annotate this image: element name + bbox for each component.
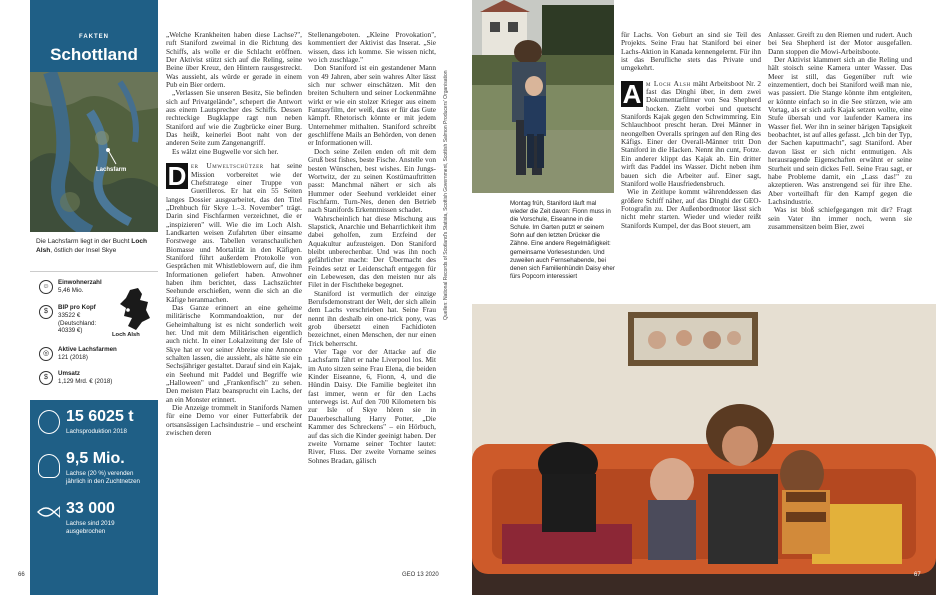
- paragraph: Staniford ist vermutlich der einzige Berufsdemonstrant der Welt, der sich allein dem Lachs verschrieben hat. Seine Frau nennt ihn deshalb ein one-trick pony, was grob übersetzt einen Fachidioten bezeichnet, einen Menschen, der nur einen Trick beherrscht.: [308, 288, 436, 348]
- paragraph: Vier Tage vor der Attacke auf die Lachsfarm fährt er nahe Liverpool los. Mit im Auto sitzen seine Frau Elena, die beiden Kinder Eiseanne, 6, Fionn, 4, und die Hündin Daisy. Die Familie begleitet ihn fast immer, wenn er für den Lachs unterwegs ist. Auf den 700 Kilometern bis zur Isle of Skye hören sie in Dauerbeschallung Harry Potter, „Die Kammer des Schreckens" – ein Hörbuch, auf das sich die Kinder geeinigt haben. Der zweite Vorname seiner Tochter lautet: River, Fluss. Der zweite Vorname seines Sohnes Bradan, gälisch: [308, 347, 436, 465]
- big-stat-text: Lachsproduktion 2018: [66, 428, 127, 435]
- paragraph: „Welche Krankheiten haben diese Lachse?", ruft Staniford zweimal in die Richtung des Schiffs, als wolle er die Schlacht eröffnen. Der Aktivist stützt sich auf die Reling, seine Beine über Kreuz, den Hintern rausgestreckt. Was aussieht, als würde er gerade in einem Pub ein Bier ordern.: [166, 31, 302, 90]
- big-stat-text: Lachse sind 2019 ausgebrochen: [66, 520, 115, 535]
- article-column-2: [308, 31, 436, 575]
- scotland-shape-icon: [118, 288, 152, 330]
- facts-header: [30, 0, 158, 72]
- stat-label: BIP pro Kopf: [58, 304, 96, 311]
- article-column-3: [621, 31, 761, 301]
- big-stats-box: [30, 400, 158, 548]
- big-stat-number: 15 6025 t: [66, 408, 134, 425]
- stat-value: 121 (2018): [58, 354, 88, 361]
- paragraph: für Lachs. Von Geburt an sind sie Teil des Projekts. Seine Frau hat Staniford bei einer Lachs-Aktion in Kanada kennengelernt. Für ihn ist das Berufliche stets das Private und umgekehrt.: [621, 31, 761, 73]
- lead-in: m Loch Alsh: [646, 78, 691, 88]
- page-number-right: 67: [914, 572, 921, 578]
- paragraph: Das Ganze erinnert an eine geheime militärische Kommandoaktion, nur der Geheimhaltung ist es nicht sonderlich weit her. Und mit dem Militärischen eigentlich auch nicht. In einer Lokalzeitung der Isle of Skye hat er vor seiner Abreise eine Annonce schalten lassen, die aussieht, als hätte sie ein Sechsjähriger gestaltet. Darauf sind ein Kajak, ein Seehund mit Paddel und Begriffe wie „Halloween" und „Frankenfisch" zu sehen. Den meisten Platz beansprucht ein Lachs, der an ein Monster erinnert.: [166, 303, 302, 404]
- paragraph: mäht Arbeitsboot Nr. 2 fast das Dinghi über, in dem zwei Dokumentarfilmer von Sea Shepherd hocken. Zieht vorbei und quetscht Stanifords Kajak gegen den Schwimmring. Ein Schlauchboot prescht heran. Drei Männer in neongelben Overalls springen auf den Ring des Käfigs. Einer der Overall-Männer tritt Don Staniford in die Hacken. Nennt ihn cunt, Fotze. Ein anderer klippt das Kajak ab. Ein dritter wirft das Paddel ins Wasser. Dicht neben ihm bauen sich die Arbeiter auf. Einer sagt, Staniford wolle Hausfriedensbruch.: [621, 78, 761, 188]
- paragraph: Wahrscheinlich hat diese Mischung aus Slapstick, Anarchie und Beharrlichkeit ihm dabei geholfen, zum Erzfeind der Aquakultur aufzusteigen. Don Staniford bleibt unberechenbar. Und was ihn noch gefährlicher macht: Der Übermacht des Feindes setzt er Leidenschaft entgegen für ein Lebewesen, das den meisten nur als Filet in der Fischtheke begegnet.: [308, 213, 436, 290]
- escaping-fish-icon: [36, 504, 60, 520]
- photo-image: [472, 0, 614, 193]
- stat-value: 5,46 Mio.: [58, 287, 84, 294]
- big-stat-number: 33 000: [66, 500, 115, 517]
- drop-cap: A: [622, 78, 642, 109]
- net-icon: [38, 454, 60, 478]
- lead-in: er Umweltschützer: [191, 161, 264, 171]
- paragraph: Stellenangeboten. „Kleine Provokation", kommentiert der Aktivist das Inserat. „Sie wissen, dass ich komme. Sie wissen nicht, wo ich zuschlage.": [308, 31, 436, 65]
- paragraph: „Verlassen Sie unseren Besitz, Sie befinden sich auf Privatgelände", schepert die Antwort aus einem Lautsprecher des Schiffs. Dessen rechteckige Bugklappe ragt nun neben Staniford auf wie die Zugbrücke einer Burg. Das heißt, keinerlei Boot naht von der anderen Seite zum Zangenangriff.: [166, 88, 302, 148]
- facts-title: Schottland: [50, 45, 138, 64]
- paragraph: Was ist bloß schiefgegangen mit dir? Fragt sein Vater ihn immer noch, wenn sie zusammensitzen beim Bier, zwei: [768, 205, 912, 231]
- drop-cap: D: [167, 161, 187, 192]
- map-marker-label: Lachsfarm: [96, 167, 127, 173]
- fish-icon: [38, 410, 60, 434]
- facts-label: FAKTEN: [79, 34, 109, 40]
- big-stat-text: Lachse (20 %) verenden jährlich in den Zuchtnetzen: [66, 470, 140, 485]
- map-caption-text-end: , östlich der Insel Skye: [50, 246, 117, 254]
- magazine-issue: GEO 13 2020: [402, 572, 439, 578]
- stat-value: 1,129 Mrd. € (2018): [58, 378, 113, 385]
- photo1-caption: Montag früh, Staniford läuft mal wieder die Zeit davon: Fionn muss in die Vorschule, Eiseanne in die Schule. Im Garten putzt er seinem Sohn auf den letzten Drücker die Zähne. Eine andere Regelmäßigkeit: gemeinsame Vorlesestunden. Und zuweilen auch Fernsehabende, bei denen sich Familienhündin Daisy eher fürs Popcorn interessiert: [510, 200, 615, 280]
- stats-box: [30, 271, 158, 400]
- article-column-1: [166, 31, 302, 575]
- satellite-map: [30, 72, 158, 232]
- people-icon: ☺: [39, 280, 53, 294]
- scotland-marker-label: Loch Alsh: [112, 332, 140, 338]
- stat-label: Aktive Lachsfarmen: [58, 346, 117, 353]
- source-credit: Quellen: National Records of Scotland's Statista, Scottish Government, Scottish Salmon Producers' Organisation: [443, 70, 449, 320]
- paragraph: Die Anzeige trommelt in Stanifords Namen für eine Demo vor einer Futterfabrik der ortsansässigen Lachsindustrie – und erscheint zwischen deren: [166, 403, 302, 438]
- map-caption: [36, 238, 154, 255]
- map-caption-place: Loch Alsh: [36, 238, 148, 254]
- paragraph: Anlasser. Greift zu den Riemen und rudert. Auch bei Sea Shepherd ist der Motor ausgefallen. Dann stoppen die Mowi-Arbeitsboote.: [768, 31, 912, 56]
- paragraph: Don Staniford ist ein gestandener Mann von 49 Jahren, aber sein wahres Alter lässt sich nur schwer einschätzen. Mit den breiten Schultern und seiner Lockenmähne wirkt er wie ein stolzer Krieger aus einem Fantasyfilm, der weiß, dass er für das Gute kämpft. Rhetorisch könnte er mit jedem Unternehmer mithalten. Staniford schreibt geschliffene Mails an Behörden, von denen er Informationen will.: [308, 63, 436, 148]
- paragraph: Wie in Zeitlupe kommt währenddessen das größere Schiff näher, auf das Dinghi der GEO-Fotografin zu. Der Außenbordmotor lässt sich nicht mehr starten. Wieder und wieder reißt Stanifords Kumpel, der das Boot steuert, am: [621, 187, 761, 230]
- paragraph: Doch seine Zeilen enden oft mit dem Gruß best fishes, beste Fische. Anstelle von besten Wünschen, best wishes. Ein Jungs-Wortwitz, der zu seinen Kostümauftritten passt: Manchmal nähert er sich als Hummer oder Seehund verkleidet einer Fischfarm. Turn-Nes, denen den Betrieb nach Stanifords Erkenntnissen schadet.: [308, 146, 436, 215]
- paragraph: hat seine Mission vorbereitet wie der Chefstratege einer Truppe von Guerilleros. Er hat ein 55 Seiten langes Dossier ausgearbeitet, das den Titel „Drehbuch für Skye 1.–3. November" trägt. Darin sind Fischfarmen verzeichnet, die er „inspizieren" will. Wie die im Loch Alsh. Landkarten weisen Zufahrten über einsame Forstwege aus. Tabellen veranschaulichen Biomasse und Mortalität in den Käfigen. Staniford führt außerdem Protokolle von Gesprächen mit Whistleblowern auf, die ihm Informationen geliefert haben. Anwohner haben ihm berichtet, dass Lachszüchter Seehunde erschießen, wenn die sich an die Käfige heranmachen.: [166, 161, 302, 304]
- article-column-4: [768, 31, 912, 301]
- map-image: [30, 72, 158, 232]
- revenue-icon: $: [39, 371, 53, 385]
- photo-garden-toothbrushing: [472, 0, 614, 193]
- sidebar-bottom-strip: [30, 548, 158, 595]
- stat-value: 33522 € (Deutschland: 40339 €): [58, 312, 97, 335]
- stat-label: Umsatz: [58, 370, 81, 377]
- stat-label: Einwohnerzahl: [58, 279, 102, 286]
- euro-icon: $: [39, 305, 53, 319]
- paragraph: Der Aktivist klammert sich an die Reling und hält stoisch seine Kamera unter Wasser. Das Meer ist still, das Gegenüber ruft wie einzementiert, doch bei Staniford weiß man nie, was passiert. Die Stange könnte ihm entgleiten, er könnte einfach so in die See stürzen, wie am Vortag, als er sich aufs Kajak setzen wollte, eine Stufe übersah und vor laufender Kamera ins Wasser fiel. Wer ihn in seiner bärigen Tapsigkeit beobachtet, ist auf alles gefasst. „Ich bin der Typ, der Sachen kaputtmacht", sagt Staniford. Aber davon lässt er sich nicht entmutigen. Als herausragende Eigenschaften erwähnt er seine Sturheit und sein dickes Fell. Seine Frau sagt, er habe Probleme damit, ein „Lass das!" zu akzeptieren. Was anstrengend sei für ihre Ehe. Aber vorteilhaft für den Kampf gegen die Lachsindustrie.: [768, 55, 912, 206]
- paragraph: Es wälzt eine Bugwelle vor sich her.: [172, 146, 279, 156]
- map-caption-text: Die Lachsfarm liegt in der Bucht: [36, 238, 132, 245]
- fish-farm-icon: ◎: [39, 347, 53, 361]
- photo-image: [472, 304, 936, 595]
- page-number-left: 66: [18, 572, 25, 578]
- big-stat-number: 9,5 Mio.: [66, 450, 125, 467]
- photo-family-sofa: [472, 304, 936, 595]
